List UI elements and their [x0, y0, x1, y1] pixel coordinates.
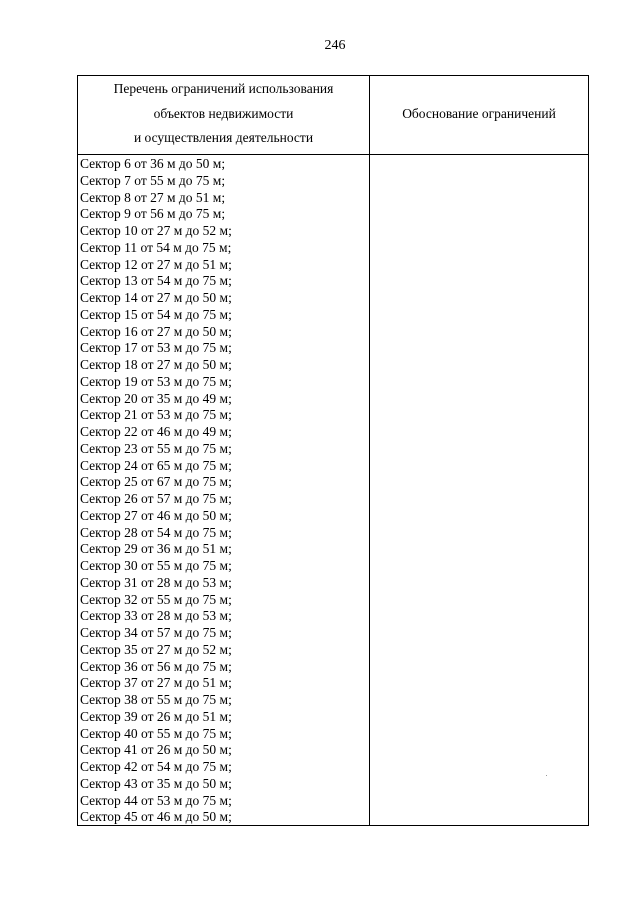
header-left-line-3: и осуществления деятельности — [133, 130, 314, 145]
list-item: Сектор 31 от 28 м до 53 м; — [80, 574, 232, 590]
list-item: Сектор 23 от 55 м до 75 м; — [80, 440, 232, 456]
list-item: Сектор 14 от 27 м до 50 м; — [80, 290, 232, 305]
list-item: Сектор 26 от 57 м до 75 м; — [80, 491, 232, 506]
list-item: Сектор 10 от 27 м до 52 м; — [80, 223, 232, 238]
list-item: Сектор 21 от 53 м до 75 м; — [80, 407, 232, 423]
header-divider — [78, 154, 588, 155]
list-item: Сектор 9 от 56 м до 75 м; — [80, 206, 226, 222]
list-item: Сектор 16 от 27 м до 50 м; — [80, 323, 232, 339]
list-item: Сектор 40 от 55 м до 75 м; — [80, 725, 232, 741]
list-item: Сектор 44 от 53 м до 75 м; — [80, 792, 232, 808]
list-item: Сектор 32 от 55 м до 75 м; — [80, 591, 232, 607]
header-left-line-1: Перечень ограничений использования — [113, 81, 334, 96]
list-item: Сектор 25 от 67 м до 75 м; — [80, 474, 232, 490]
list-item: Сектор 35 от 27 м до 52 м; — [80, 641, 232, 657]
list-item: Сектор 39 от 26 м до 51 м; — [80, 708, 232, 724]
list-item: Сектор 11 от 54 м до 75 м; — [80, 239, 232, 255]
restrictions-list — [80, 156, 368, 826]
list-item: Сектор 45 от 46 м до 50 м; — [80, 809, 232, 825]
list-item: Сектор 24 от 65 м до 75 м; — [80, 457, 232, 473]
list-item: Сектор 28 от 54 м до 75 м; — [80, 524, 232, 540]
header-left-line-2: объектов недвижимости — [153, 105, 294, 121]
header-justification: Обоснование ограничений — [402, 106, 556, 121]
list-item: Сектор 27 от 46 м до 50 м; — [80, 507, 232, 523]
list-item: Сектор 6 от 36 м до 50 м; — [80, 156, 226, 171]
header-restrictions-list — [78, 76, 369, 154]
list-item: Сектор 8 от 27 м до 51 м; — [80, 189, 226, 205]
list-item: Сектор 22 от 46 м до 49 м; — [80, 424, 232, 439]
list-item: Сектор 15 от 54 м до 75 м; — [80, 306, 232, 322]
list-item: Сектор 43 от 35 м до 50 м; — [80, 775, 232, 791]
list-item: Сектор 18 от 27 м до 50 м; — [80, 357, 232, 372]
list-item: Сектор 36 от 56 м до 75 м; — [80, 658, 232, 674]
page-number: 246 — [324, 38, 346, 53]
list-item: Сектор 41 от 26 м до 50 м; — [80, 742, 232, 758]
scan-speck — [546, 775, 547, 776]
restrictions-table — [77, 75, 589, 826]
column-divider — [369, 76, 370, 825]
list-item: Сектор 37 от 27 м до 51 м; — [80, 675, 232, 691]
list-item: Сектор 20 от 35 м до 49 м; — [80, 390, 232, 406]
list-item: Сектор 42 от 54 м до 75 м; — [80, 759, 232, 774]
list-item: Сектор 17 от 53 м до 75 м; — [80, 340, 232, 356]
list-item: Сектор 12 от 27 м до 51 м; — [80, 256, 232, 272]
list-item: Сектор 19 от 53 м до 75 м; — [80, 373, 232, 389]
list-item: Сектор 13 от 54 м до 75 м; — [80, 273, 232, 289]
list-item: Сектор 7 от 55 м до 75 м; — [80, 172, 226, 188]
list-item: Сектор 30 от 55 м до 75 м; — [80, 558, 232, 573]
list-item: Сектор 29 от 36 м до 51 м; — [80, 541, 232, 557]
list-item: Сектор 38 от 55 м до 75 м; — [80, 692, 232, 707]
list-item: Сектор 34 от 57 м до 75 м; — [80, 625, 232, 640]
list-item: Сектор 33 от 28 м до 53 м; — [80, 608, 232, 624]
